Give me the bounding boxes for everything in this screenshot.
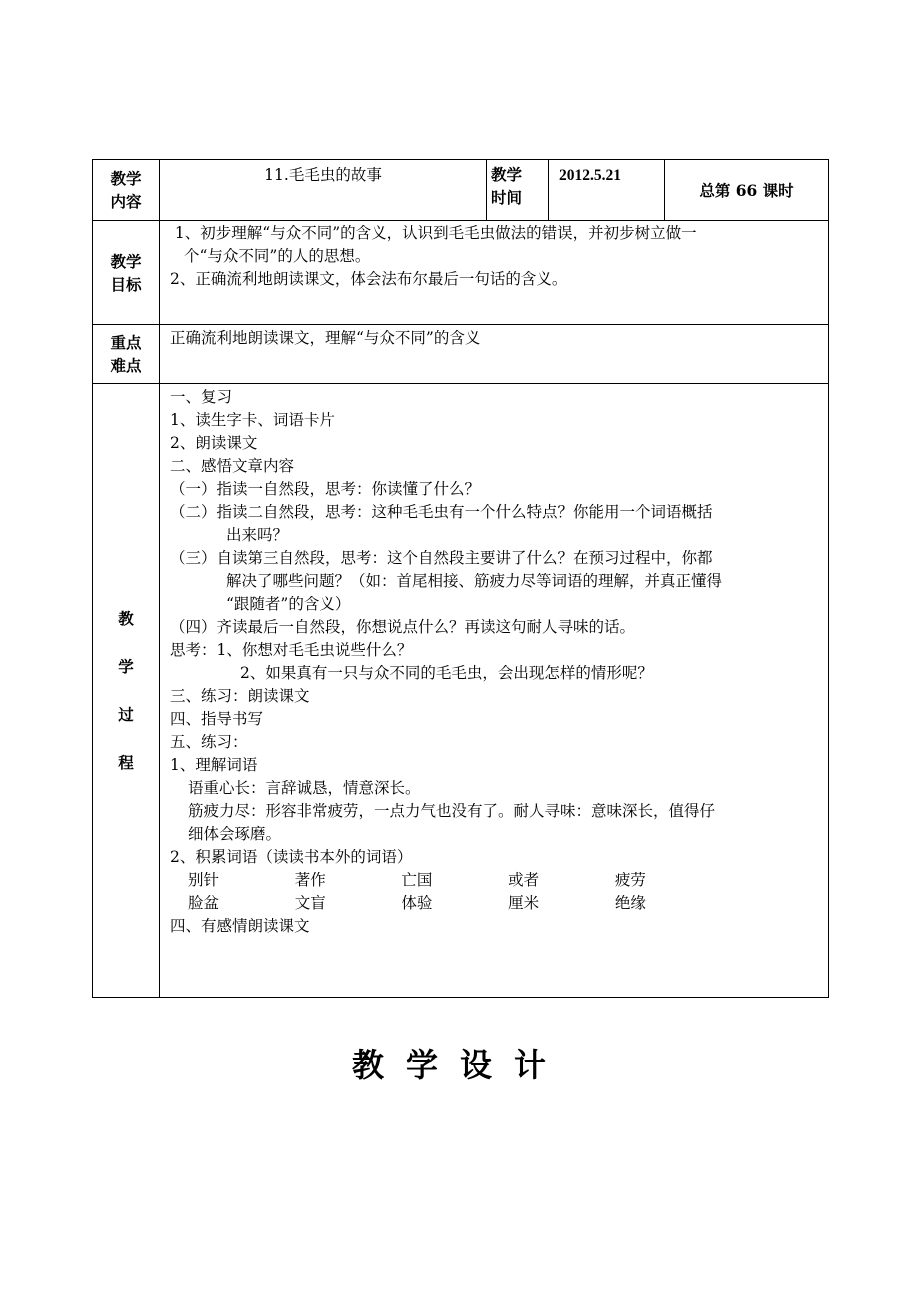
objectives-content — [160, 221, 829, 325]
process-line: 二、感悟文章内容 — [170, 457, 295, 475]
process-line: （四）齐读最后一自然段，你想说点什么？再读这句耐人寻味的话。 — [170, 618, 636, 636]
process-line: 2、如果真有一只与众不同的毛毛虫，会出现怎样的情形呢？ — [240, 664, 653, 682]
objectives-label — [93, 221, 160, 325]
process-line: 四、有感情朗读课文 — [170, 917, 310, 935]
process-line: 语重心长：言辞诚恳，情意深长。 — [188, 779, 421, 797]
process-row — [93, 384, 829, 998]
process-label — [93, 384, 160, 998]
process-label-char: 过 — [118, 704, 134, 724]
key-points-row — [93, 325, 829, 384]
objective-line: 个“与众不同”的人的思想。 — [184, 247, 371, 265]
word-list: 别针 著作 亡国 或者 疲劳 — [188, 871, 646, 889]
lesson-date: 2012.5.21 — [549, 160, 665, 221]
process-line: 三、练习：朗读课文 — [170, 687, 310, 705]
content-label-top: 教学 — [110, 169, 142, 188]
process-line: 2、积累词语（读读书本外的词语） — [170, 848, 413, 866]
process-line: 一、复习 — [170, 388, 233, 406]
time-label-top: 教学 — [491, 165, 523, 184]
process-line: “跟随者”的含义） — [226, 595, 351, 613]
process-line: 四、指导书写 — [170, 710, 264, 728]
process-line: 五、练习： — [170, 733, 248, 751]
objectives-label-top: 教学 — [110, 251, 142, 271]
key-points-text: 正确流利地朗读课文，理解“与众不同”的含义 — [170, 329, 481, 347]
content-label — [93, 160, 160, 221]
process-line: 2、朗读课文 — [170, 434, 258, 452]
process-line: （一）指读一自然段，思考：你读懂了什么？ — [170, 480, 481, 498]
process-line: 筋疲力尽：形容非常疲劳，一点力气也没有了。耐人寻味：意味深长，值得仔 — [188, 802, 716, 820]
key-points-label-top: 重点 — [110, 333, 142, 352]
process-line: 思考：1、你想对毛毛虫说些什么？ — [170, 641, 413, 659]
word-list: 脸盆 文盲 体验 厘米 绝缘 — [188, 894, 646, 912]
process-line: （二）指读二自然段，思考：这种毛毛虫有一个什么特点？你能用一个词语概括 — [170, 503, 713, 521]
process-label-char: 学 — [118, 656, 134, 676]
time-label — [487, 160, 549, 221]
lesson-title: 11.毛毛虫的故事 — [160, 160, 487, 221]
process-line: 解决了哪些问题？（如：首尾相接、筋疲力尽等词语的理解，并真正懂得 — [226, 572, 723, 590]
lesson-number: 总第 66 课时 — [665, 160, 829, 221]
key-points-label-bottom: 难点 — [110, 356, 142, 375]
process-line: 1、理解词语 — [170, 756, 258, 774]
process-content — [160, 384, 829, 998]
lesson-plan-table — [92, 159, 829, 998]
process-line: 出来吗？ — [226, 526, 289, 544]
key-points-content — [160, 325, 829, 384]
process-label-char: 教 — [118, 608, 134, 628]
time-label-bottom: 时间 — [491, 188, 523, 207]
process-line: （三）自读第三自然段，思考：这个自然段主要讲了什么？在预习过程中，你都 — [170, 549, 713, 567]
process-line: 细体会琢磨。 — [188, 825, 282, 843]
page-title: 教学设计 — [351, 1046, 568, 1084]
objectives-label-bottom: 目标 — [110, 274, 142, 294]
objective-line: 1、初步理解“与众不同”的含义，认识到毛毛虫做法的错误，并初步树立做一 — [170, 224, 697, 242]
process-label-char: 程 — [118, 752, 134, 772]
process-line: 1、读生字卡、词语卡片 — [170, 411, 335, 429]
key-points-label — [93, 325, 160, 384]
objectives-row — [93, 221, 829, 325]
content-label-bottom: 内容 — [110, 192, 142, 211]
objective-line: 2、正确流利地朗读课文，体会法布尔最后一句话的含义。 — [170, 270, 568, 288]
content-row — [93, 160, 829, 221]
